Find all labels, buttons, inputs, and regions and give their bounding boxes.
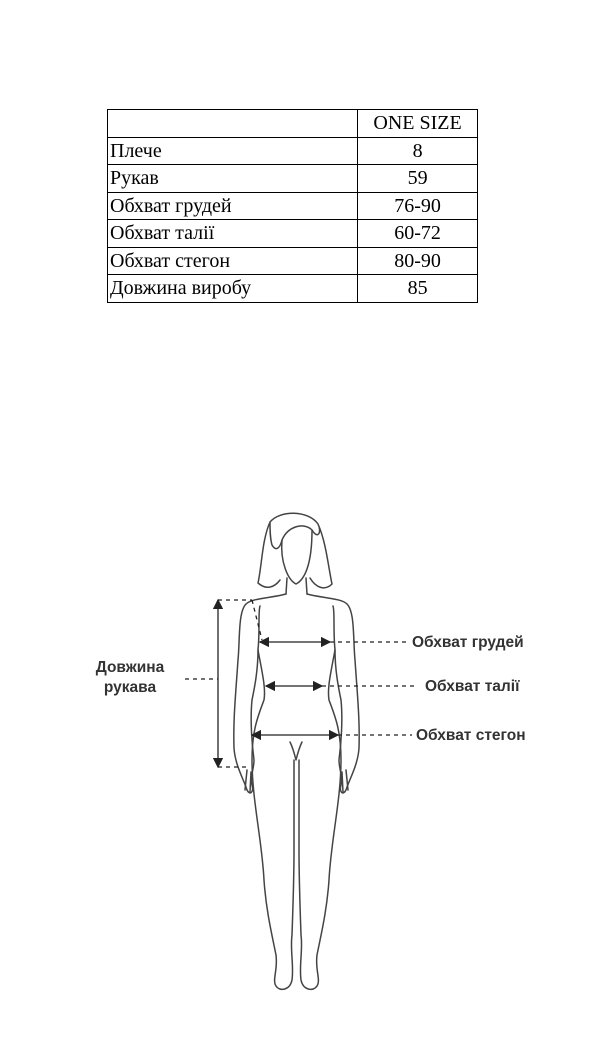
table-row-label: Рукав bbox=[108, 165, 358, 193]
hips-label: Обхват стегон bbox=[416, 727, 526, 744]
table-row-value: 76-90 bbox=[358, 192, 478, 220]
table-row bbox=[108, 247, 478, 275]
table-row-label: Плече bbox=[108, 137, 358, 165]
table-header-size: ONE SIZE bbox=[358, 110, 478, 138]
table-row bbox=[108, 137, 478, 165]
right-torso-outline bbox=[299, 650, 341, 989]
waist-label: Обхват талії bbox=[425, 678, 520, 695]
table-row-label: Обхват стегон bbox=[108, 247, 358, 275]
sleeve-length-label-line1: Довжина bbox=[95, 659, 165, 676]
sleeve-length-label-line2: рукава bbox=[103, 679, 157, 696]
table-row-value: 59 bbox=[358, 165, 478, 193]
table-row bbox=[108, 165, 478, 193]
table-row bbox=[108, 275, 478, 303]
size-table bbox=[107, 109, 478, 303]
neck-outline bbox=[286, 578, 307, 594]
table-row bbox=[108, 192, 478, 220]
table-row-label: Довжина виробу bbox=[108, 275, 358, 303]
table-row-value: 60-72 bbox=[358, 220, 478, 248]
table-row-label: Обхват грудей bbox=[108, 192, 358, 220]
table-row-value: 80-90 bbox=[358, 247, 478, 275]
table-row-label: Обхват талії bbox=[108, 220, 358, 248]
table-row-value: 85 bbox=[358, 275, 478, 303]
left-torso-outline bbox=[252, 650, 294, 989]
face-outline bbox=[282, 530, 312, 584]
body-measurement-diagram bbox=[0, 500, 600, 1000]
table-header-row bbox=[108, 110, 478, 138]
hair-outline bbox=[258, 513, 332, 588]
left-body-outline bbox=[234, 594, 286, 793]
table-row bbox=[108, 220, 478, 248]
table-row-value: 8 bbox=[358, 137, 478, 165]
right-body-outline bbox=[307, 594, 359, 793]
crotch-outline bbox=[290, 742, 302, 760]
sleeve-length-measure bbox=[185, 600, 262, 767]
table-header-empty bbox=[108, 110, 358, 138]
chest-label: Обхват грудей bbox=[412, 634, 524, 651]
woman-figure-outline bbox=[234, 513, 359, 989]
